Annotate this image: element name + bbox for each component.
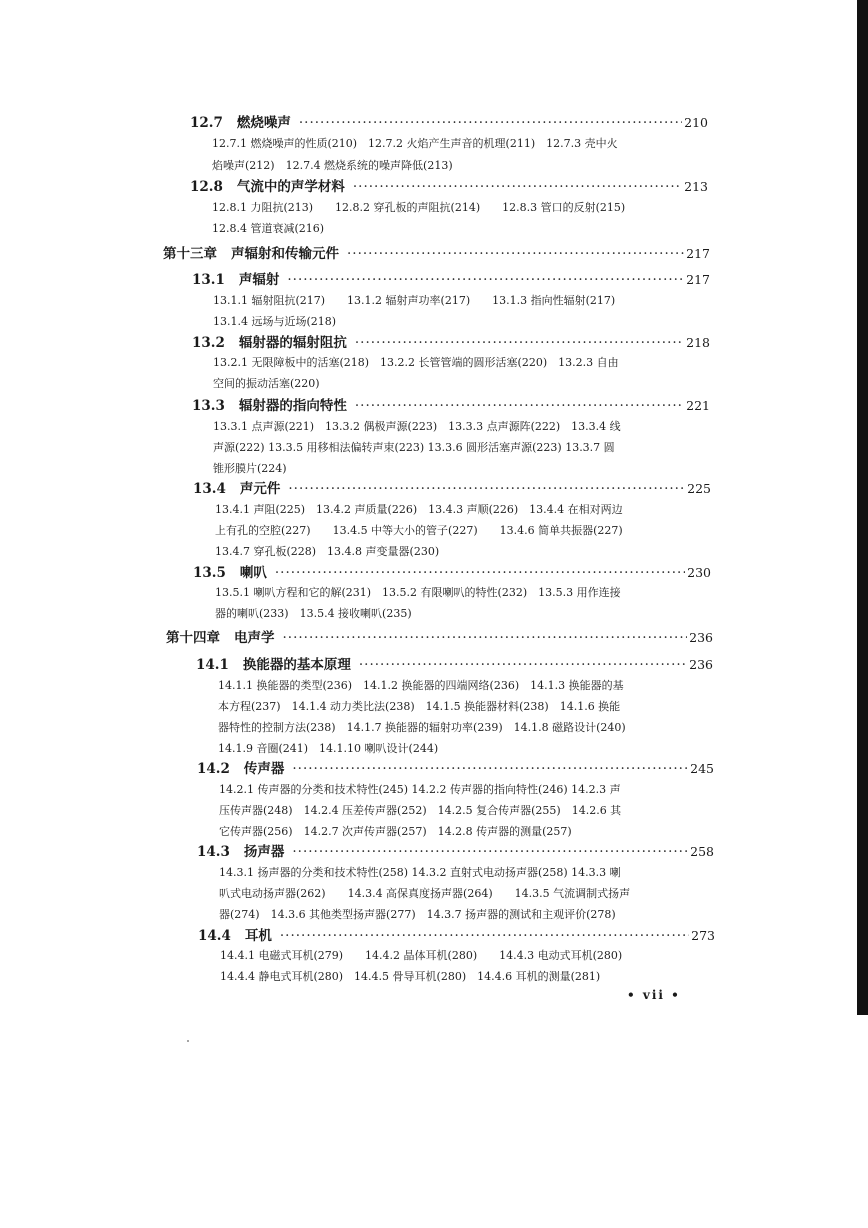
- toc-subentry: 器特性的控制方法(238) 14.1.7 换能器的辐射功率(239) 14.1.8 磁路设计(240): [218, 721, 626, 734]
- page-ref: 273: [691, 928, 715, 943]
- toc-subentry: 器的喇叭(233) 13.5.4 接收喇叭(235): [215, 607, 412, 620]
- toc-subentry: 声源(222) 13.3.5 用移相法偏转声束(223) 13.3.6 圆形活塞声源(223) 13.3.7 圆: [213, 441, 615, 454]
- toc-section-13-1[interactable]: [192, 269, 710, 291]
- dot-leader: [292, 841, 688, 863]
- chapter-number: 第十四章: [166, 630, 220, 646]
- toc-subentry: 14.1.1 换能器的类型(236) 14.1.2 换能器的四端网络(236) 14.1.3 换能器的基: [218, 679, 624, 692]
- page-ref: 217: [686, 272, 710, 287]
- dot-leader: [359, 654, 687, 676]
- chapter-title: 电声学: [234, 630, 275, 646]
- page-number: • vii •: [627, 988, 681, 1002]
- dot-leader: [280, 925, 689, 947]
- page-ref: 221: [686, 398, 710, 413]
- section-number: 13.3: [192, 398, 225, 414]
- section-title: 声元件: [239, 481, 281, 497]
- toc-subentry: 压传声器(248) 14.2.4 压差传声器(252) 14.2.5 复合传声器(255) 14.2.6 其: [219, 804, 622, 817]
- toc-subentry: 它传声器(256) 14.2.7 次声传声器(257) 14.2.8 传声器的测量(257): [219, 825, 572, 838]
- section-title: 燃烧噪声: [236, 115, 291, 131]
- toc-section-14-3[interactable]: [197, 841, 714, 863]
- toc-section-13-4[interactable]: [193, 478, 711, 500]
- section-number: 12.8: [190, 179, 223, 195]
- toc-section-14-4[interactable]: [198, 925, 715, 947]
- page-ref: 236: [689, 657, 713, 672]
- section-number: 13.5: [193, 565, 226, 581]
- toc-subentry: 13.5.1 喇叭方程和它的解(231) 13.5.2 有限喇叭的特性(232) 13.5.3 用作连接: [215, 586, 621, 599]
- dot-leader: [355, 332, 684, 354]
- toc-section-14-1[interactable]: [196, 654, 713, 676]
- toc-subentry: 12.7.1 燃烧噪声的性质(210) 12.7.2 火焰产生声音的机理(211) 12.7.3 壳中火: [212, 137, 618, 150]
- section-title: 扬声器: [243, 844, 285, 860]
- toc-section-13-5[interactable]: [193, 562, 711, 584]
- page-ref: 236: [689, 630, 713, 645]
- toc-subentry: 本方程(237) 14.1.4 动力类比法(238) 14.1.5 换能器材料(238) 14.1.6 换能: [218, 700, 621, 713]
- section-title: 声辐射: [238, 272, 280, 288]
- section-number: 14.3: [197, 844, 230, 860]
- toc-subentry: 叭式电动扬声器(262) 14.3.4 高保真度扬声器(264) 14.3.5 气流调制式扬声: [219, 887, 631, 900]
- toc-subentry: 13.1.4 远场与近场(218): [213, 315, 337, 328]
- toc-subentry: 12.8.1 力阻抗(213) 12.8.2 穿孔板的声阻抗(214) 12.8.3 管口的反射(215): [212, 201, 626, 214]
- page-ref: 217: [686, 246, 710, 261]
- section-title: 换能器的基本原理: [242, 657, 351, 673]
- dot-leader: [347, 243, 684, 265]
- toc-subentry: 焰噪声(212) 12.7.4 燃烧系统的噪声降低(213): [212, 159, 453, 172]
- toc-subentry: 上有孔的空腔(227) 13.4.5 中等大小的管子(227) 13.4.6 简单共振器(227): [215, 524, 623, 537]
- toc-subentry: 13.4.7 穿孔板(228) 13.4.8 声变量器(230): [215, 545, 440, 558]
- toc-subentry: 13.2.1 无限障板中的活塞(218) 13.2.2 长管管端的圆形活塞(220) 13.2.3 自由: [213, 356, 619, 369]
- dot-leader: [292, 758, 688, 780]
- page-ref: 230: [687, 565, 711, 580]
- toc-chapter-14[interactable]: [166, 627, 713, 649]
- toc-subentry: 13.3.1 点声源(221) 13.3.2 偶极声源(223) 13.3.3 点声源阵(222) 13.3.4 线: [213, 420, 621, 433]
- chapter-number: 第十三章: [163, 246, 217, 262]
- toc-subentry: 14.3.1 扬声器的分类和技术特性(258) 14.3.2 直射式电动扬声器(258) 14.3.3 喇: [219, 866, 621, 879]
- toc-subentry: 14.2.1 传声器的分类和技术特性(245) 14.2.2 传声器的指向特性(246) 14.2.3 声: [219, 783, 621, 796]
- dot-leader: [287, 269, 684, 291]
- section-title: 耳机: [244, 928, 272, 944]
- toc-subentry: 14.1.9 音圈(241) 14.1.10 喇叭设计(244): [218, 742, 439, 755]
- page-ref: 213: [684, 179, 708, 194]
- dot-leader: [353, 176, 682, 198]
- scan-speck: [187, 1040, 189, 1042]
- section-title: 辐射器的指向特性: [238, 398, 347, 414]
- section-title: 辐射器的辐射阻抗: [238, 335, 347, 351]
- toc-subentry: 14.4.4 静电式耳机(280) 14.4.5 骨导耳机(280) 14.4.6 耳机的测量(281): [220, 970, 601, 983]
- toc-section-13-2[interactable]: [192, 332, 710, 354]
- section-title: 气流中的声学材料: [236, 179, 345, 195]
- dot-leader: [299, 112, 682, 134]
- toc-subentry: 器(274) 14.3.6 其他类型扬声器(277) 14.3.7 扬声器的测试和主观评价(278): [219, 908, 616, 921]
- page-ref: 218: [686, 335, 710, 350]
- chapter-title: 声辐射和传输元件: [231, 246, 339, 262]
- toc-section-13-3[interactable]: [192, 395, 710, 417]
- toc-chapter-13[interactable]: [163, 243, 710, 265]
- page-ref: 258: [690, 844, 714, 859]
- page-ref: 245: [690, 761, 714, 776]
- section-title: 传声器: [243, 761, 285, 777]
- page-ref: 225: [687, 481, 711, 496]
- toc-subentry: 14.4.1 电磁式耳机(279) 14.4.2 晶体耳机(280) 14.4.3 电动式耳机(280): [220, 949, 623, 962]
- section-number: 13.2: [192, 335, 225, 351]
- section-number: 12.7: [190, 115, 223, 131]
- section-title: 喇叭: [239, 565, 267, 581]
- section-number: 14.4: [198, 928, 231, 944]
- toc-subentry: 锥形膜片(224): [213, 462, 287, 475]
- section-number: 13.4: [193, 481, 226, 497]
- dot-leader: [288, 478, 685, 500]
- toc-section-14-2[interactable]: [197, 758, 714, 780]
- toc-subentry: 12.8.4 管道衰减(216): [212, 222, 325, 235]
- section-number: 14.2: [197, 761, 230, 777]
- toc-section-12-8[interactable]: [190, 176, 708, 198]
- toc-subentry: 13.1.1 辐射阻抗(217) 13.1.2 辐射声功率(217) 13.1.3 指向性辐射(217): [213, 294, 616, 307]
- page-ref: 210: [684, 115, 708, 130]
- toc-section-12-7[interactable]: [190, 112, 708, 134]
- section-number: 13.1: [192, 272, 225, 288]
- section-number: 14.1: [196, 657, 229, 673]
- dot-leader: [275, 562, 685, 584]
- dot-leader: [283, 627, 688, 649]
- toc-subentry: 空间的振动活塞(220): [213, 377, 320, 390]
- toc-subentry: 13.4.1 声阻(225) 13.4.2 声质量(226) 13.4.3 声顺(226) 13.4.4 在相对两边: [215, 503, 623, 516]
- dot-leader: [355, 395, 684, 417]
